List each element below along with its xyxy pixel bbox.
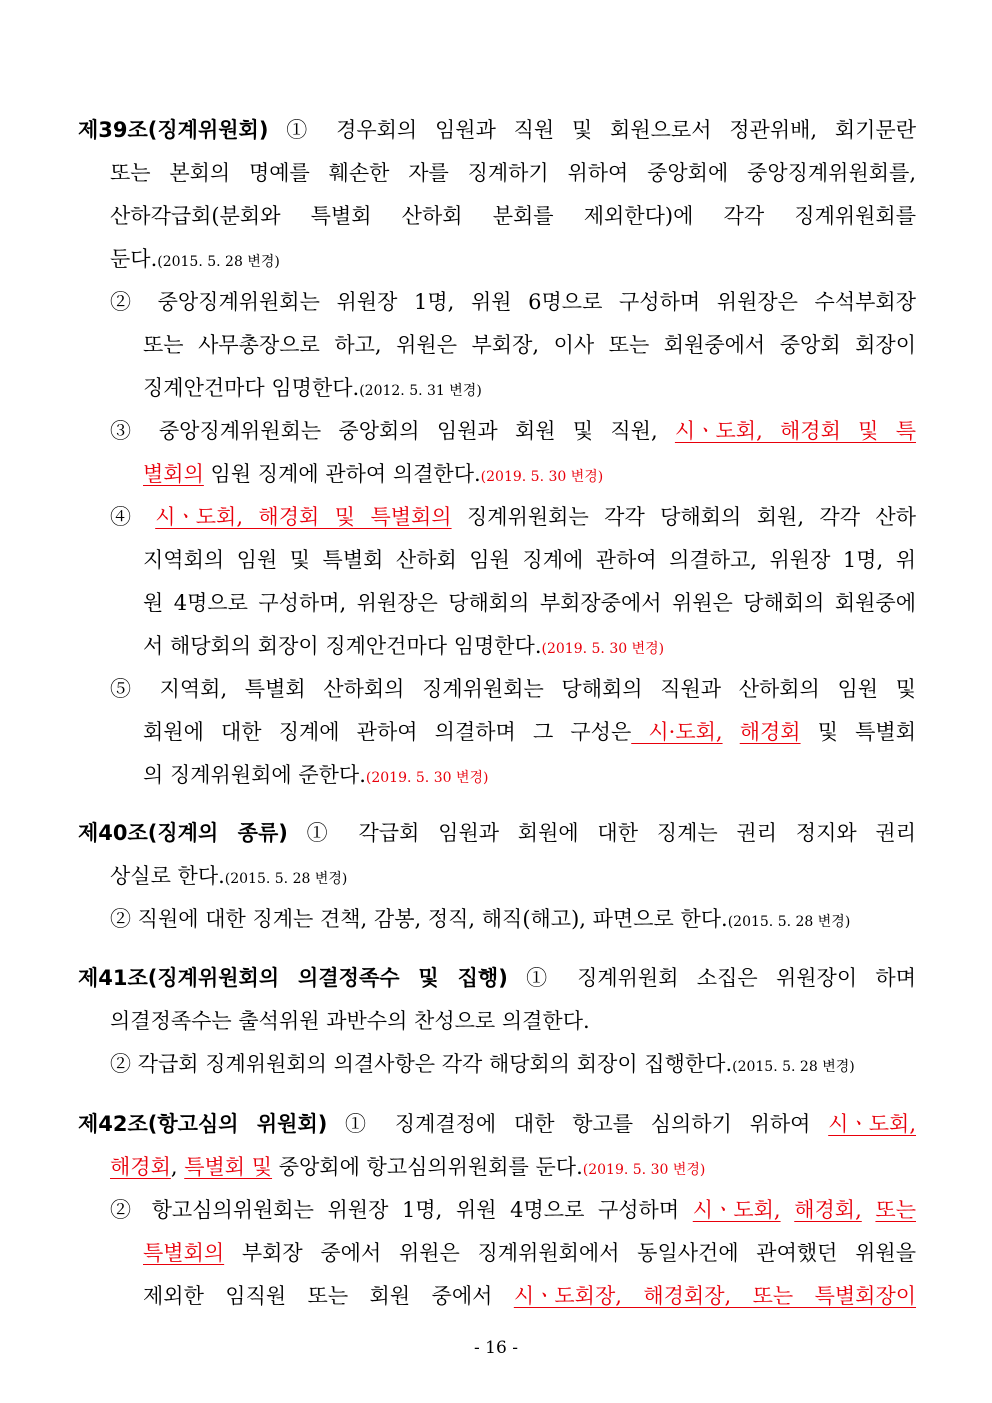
amendment-note: (2015. 5. 28 변경)	[157, 254, 280, 270]
amendment-note: (2015. 5. 28 변경)	[224, 871, 348, 887]
amended-text: 특별회 및	[184, 1155, 273, 1179]
article-42-text: ① 징계결정에 대한 항고를 심의하기 위하여	[327, 1112, 829, 1136]
article-39-line-3	[110, 195, 916, 237]
item-text: 원 4명으로 구성하며, 위원장은 당해회의 부회장중에서 위원은 당해회의 회원중에	[143, 591, 916, 615]
item-text: 및 특별회	[800, 720, 916, 744]
item-text: 서 해당회의 회장이 징계안건마다 임명한다.	[143, 634, 542, 658]
item-text: ② 직원에 대한 징계는 견책, 감봉, 정직, 해직(해고), 파면으로 한다.	[110, 907, 728, 931]
article-39-item-4-line-3	[143, 582, 916, 624]
article-39-item-2-line-2	[143, 324, 916, 366]
item-text: ③ 중앙징계위원회는 중앙회의 임원과 회원 및 직원,	[110, 419, 675, 443]
article-40-text: ① 각급회 임원과 회원에 대한 징계는 권리 정지와 권리	[287, 821, 916, 845]
article-40-heading: 제40조(징계의 종류)	[78, 821, 288, 845]
article-42-line-1	[78, 1103, 916, 1145]
item-text: 징계안건마다 임명한다.	[143, 376, 360, 400]
amendment-note: (2019. 5. 30 변경)	[541, 641, 665, 657]
item-text: 또는 사무총장으로 하고, 위원은 부회장, 이사 또는 회원중에서 중앙회 회장이	[143, 333, 916, 357]
article-39-item-3-line-2	[143, 453, 916, 495]
article-42-item-2-line-2	[143, 1232, 916, 1274]
article-41-line-1	[78, 957, 916, 999]
article-39-text: 산하각급회(분회와 특별회 산하회 분회를 제외한다)에 각각 징계위원회를	[110, 204, 916, 228]
article-42-item-2-line-1	[110, 1189, 916, 1231]
amended-text: 시ㆍ도회,	[692, 1198, 781, 1222]
article-40-line-1	[78, 812, 916, 854]
article-42-line-2	[110, 1146, 916, 1188]
article-39-item-3-line-1	[110, 410, 916, 452]
amended-text: 해경회,	[794, 1198, 862, 1222]
article-39-text: 둔다.	[110, 247, 158, 271]
amended-text: 시ㆍ도회장, 해경회장, 또는 특별회장이	[513, 1284, 917, 1308]
article-39-text: 또는 본회의 명예를 훼손한 자를 징계하기 위하여 중앙회에 중앙징계위원회를,	[110, 161, 916, 185]
article-42-item-2-line-3	[143, 1275, 916, 1317]
item-text: 임원 징계에 관하여 의결한다.	[203, 462, 481, 486]
article-39-line-4	[110, 238, 916, 280]
article-40-text: 상실로 한다.	[110, 864, 225, 888]
amendment-note: (2012. 5. 31 변경)	[359, 383, 482, 399]
article-39-text: ① 경우회의 임원과 직원 및 회원으로서 정관위배, 회기문란	[268, 118, 916, 142]
item-number: ④	[110, 505, 156, 529]
amended-text: 별회의	[143, 462, 204, 486]
amended-text: 특별회의	[143, 1241, 225, 1265]
item-text: ② 각급회 징계위원회의 의결사항은 각각 해당회의 회장이 집행한다.	[110, 1052, 733, 1076]
amended-text: 해경회	[110, 1155, 171, 1179]
article-41-text: ① 징계위원회 소집은 위원장이 하며	[507, 966, 916, 990]
article-42-text: ,	[170, 1155, 185, 1179]
amended-text: 시ㆍ도회, 해경회 및 특별회의	[155, 505, 452, 529]
item-text: 회원에 대한 징계에 관하여 의결하며 그 구성은	[143, 720, 632, 744]
amendment-note: (2015. 5. 28 변경)	[732, 1059, 855, 1075]
article-39-item-4-line-2	[143, 539, 916, 581]
item-text: 제외한 임직원 또는 회원 중에서	[143, 1284, 514, 1308]
amended-text: 또는	[875, 1198, 916, 1222]
article-42-text: 중앙회에 항고심의위원회를 둔다.	[272, 1155, 583, 1179]
article-41-item-2	[110, 1043, 916, 1085]
article-41-line-2	[110, 1000, 916, 1042]
amended-text: 시ㆍ도회, 해경회 및 특	[674, 419, 916, 443]
item-text: 지역회의 임원 및 특별회 산하회 임원 징계에 관하여 의결하고, 위원장 1명, 위	[143, 548, 916, 572]
article-39-item-4-line-1	[110, 496, 916, 538]
article-39-item-2-line-3	[143, 367, 916, 409]
item-text: ⑤ 지역회, 특별회 산하회의 징계위원회는 당해회의 직원과 산하회의 임원 및	[110, 677, 916, 701]
article-42-heading: 제42조(항고심의 위원회)	[78, 1112, 328, 1136]
item-text: 징계위원회는 각각 당해회의 회원, 각각 산하	[451, 505, 916, 529]
amended-text: 시·도회,	[631, 720, 723, 744]
article-39-item-5-line-3	[143, 754, 916, 796]
article-39-item-4-line-4	[143, 625, 916, 667]
article-39-item-2-line-1	[110, 281, 916, 323]
page-number: - 16 -	[474, 1338, 518, 1358]
article-39-heading: 제39조(징계위원회)	[78, 118, 269, 142]
article-41-heading: 제41조(징계위원회의 의결정족수 및 집행)	[78, 966, 508, 990]
amendment-note: (2019. 5. 30 변경)	[365, 770, 489, 786]
article-39-item-5-line-1	[110, 668, 916, 710]
article-40-line-2	[110, 855, 916, 897]
article-41-text: 의결정족수는 출석위원 과반수의 찬성으로 의결한다.	[110, 1009, 590, 1033]
amendment-note: (2019. 5. 30 변경)	[582, 1162, 706, 1178]
item-text: ② 중앙징계위원회는 위원장 1명, 위원 6명으로 구성하며 위원장은 수석부회장	[110, 290, 916, 314]
article-40-item-2	[110, 898, 916, 940]
article-39-line-2	[110, 152, 916, 194]
item-text: 부회장 중에서 위원은 징계위원회에서 동일사건에 관여했던 위원을	[224, 1241, 916, 1265]
article-39-item-5-line-2	[143, 711, 916, 753]
amended-text: 해경회	[739, 720, 801, 744]
amendment-note: (2015. 5. 28 변경)	[727, 914, 851, 930]
item-text: ② 항고심의위원회는 위원장 1명, 위원 4명으로 구성하며	[110, 1198, 693, 1222]
amended-text: 시ㆍ도회,	[828, 1112, 916, 1136]
amendment-note: (2019. 5. 30 변경)	[480, 469, 604, 485]
article-39-line-1	[78, 109, 916, 151]
item-text: 의 징계위원회에 준한다.	[143, 763, 366, 787]
